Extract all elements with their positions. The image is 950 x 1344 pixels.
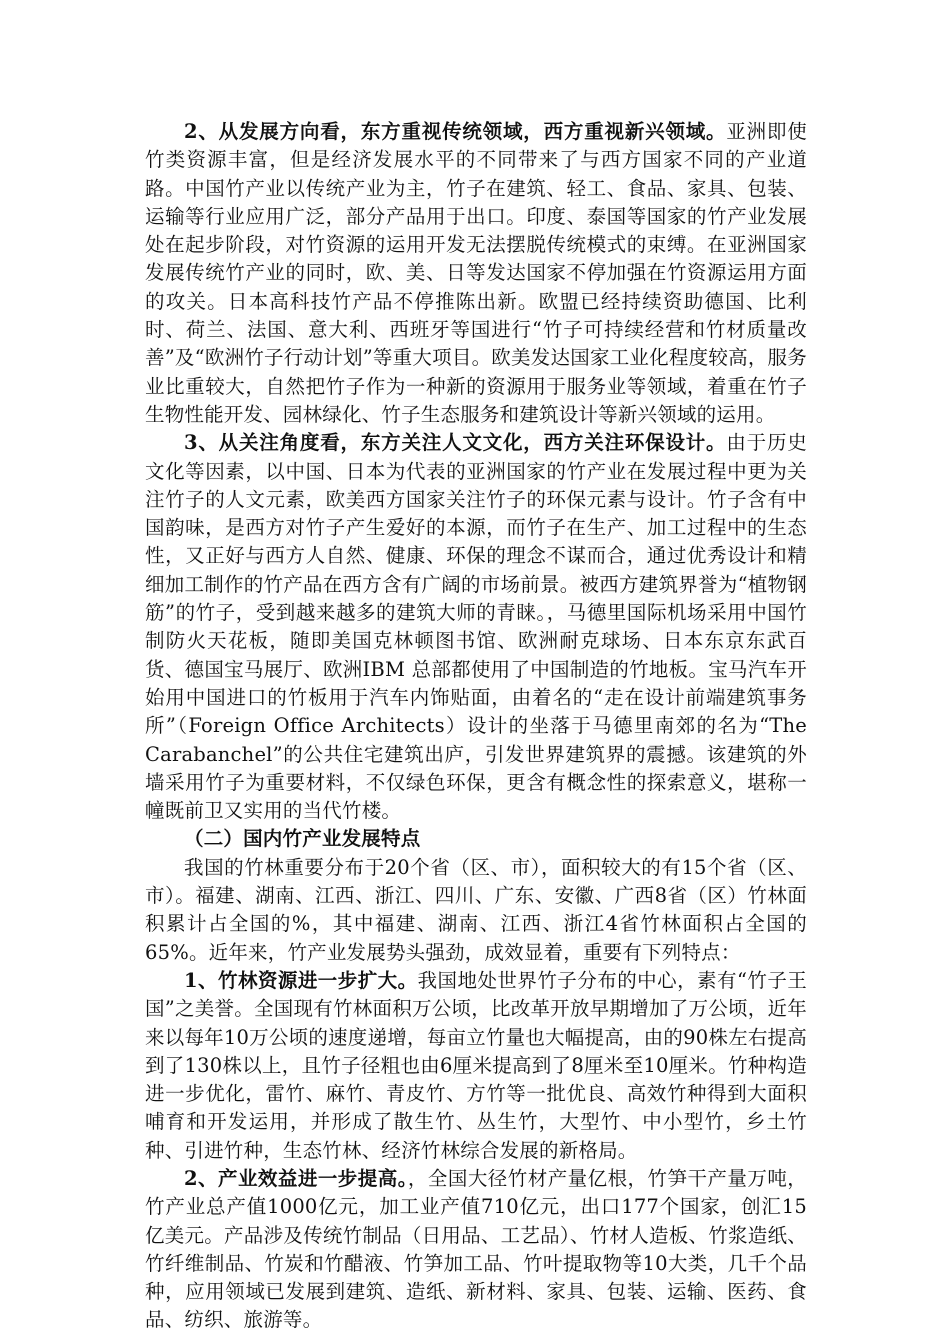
section-intro: 我国的竹林重要分布于20个省（区、市），面积较大的有15个省（区、市）。福建、湖南、江西、浙江、四川、广东、安徽、广西8省（区）竹林面积累计占全国的%，其中福建、湖南、江西、浙江4省竹林面积占全国的65%。近年来，竹产业发展势头强劲，成效显着，重要有下列特点： bbox=[145, 855, 807, 964]
point-lead: 1、竹林资源进一步扩大。 bbox=[184, 968, 418, 992]
section-heading: （二）国内竹产业发展特点 bbox=[184, 827, 421, 851]
paragraph-lead: 2、从发展方向看，东方重视传统领域，西方重视新兴领域。 bbox=[184, 120, 727, 143]
paragraph-development-direction bbox=[145, 118, 807, 429]
point-body: ，全国大径竹材产量亿根，竹笋干产量万吨，竹产业总产值1000亿元，加工业产值710亿元，出口177个国家，创汇15亿美元。产品涉及传统竹制品（日用品、工艺品）、竹材人造板、竹浆造纸、竹纤维制品、竹炭和竹醋液、竹笋加工品、竹叶提取物等10大类，几千个品种，应用领域已发展到建筑、造纸、新材料、家具、包装、运输、医药、食品、纺织、旅游等。 bbox=[145, 1166, 807, 1332]
point-bamboo-resources bbox=[145, 967, 807, 1165]
point-body: 我国地处世界竹子分布的中心，素有“竹子王国”之美誉。全国现有竹林面积万公顷，比改革开放早期增加了万公顷，近年来以每年10万公顷的速度递增，每亩立竹量也大幅提高，由的90株左右提高到了130株以上，且竹子径粗也由6厘米提高到了8厘米至10厘米。竹种构造进一步优化，雷竹、麻竹、青皮竹、方竹等一批优良、高效竹种得到大面积哺育和开发运用，并形成了散生竹、丛生竹，大型竹、中小型竹，乡土竹种、引进竹种，生态竹林、经济竹林综合发展的新格局。 bbox=[145, 968, 807, 1162]
paragraph-focus-angle bbox=[145, 429, 807, 825]
paragraph-body: 由于历史文化等因素，以中国、日本为代表的亚洲国家的竹产业在发展过程中更为关注竹子的人文元素，欧美西方国家关注竹子的环保元素与设计。竹子含有中国韵味，是西方对竹子产生爱好的本源，而竹子在生产、加工过程中的生态性，又正好与西方人自然、健康、环保的理念不谋而合，通过优秀设计和精细加工制作的竹产品在西方含有广阔的市场前景。被西方建筑界誉为“植物钢筋”的竹子，受到越来越多的建筑大师的青睐。，马德里国际机场采用中国竹制防火天花板，随即美国克林顿图书馆、欧洲耐克球场、日本东京东武百货、德国宝马展厅、欧洲IBM 总部都使用了中国制造的竹地板。宝马汽车开始用中国进口的竹板用于汽车内饰贴面，由着名的“走在设计前端建筑事务所”（Foreign Office Architects）设计的坐落于马德里南郊的名为“The Carabanchel”的公共住宅建筑出庐，引发世界建筑界的震撼。该建筑的外墙采用竹子为重要材料，不仅绿色环保，更含有概念性的探索意义，堪称一幢既前卫又实用的当代竹楼。 bbox=[145, 431, 807, 823]
paragraph-body: 亚洲即使竹类资源丰富，但是经济发展水平的不同带来了与西方国家不同的产业道路。中国竹产业以传统产业为主，竹子在建筑、轻工、食品、家具、包装、运输等行业应用广泛，部分产品用于出口。印度、泰国等国家的竹产业发展处在起步阶段，对竹资源的运用开发无法摆脱传统模式的束缚。在亚洲国家发展传统竹产业的同时，欧、美、日等发达国家不停加强在竹资源运用方面的攻关。日本高科技竹产品不停推陈出新。欧盟已经持续资助德国、比利时、荷兰、法国、意大利、西班牙等国进行“竹子可持续经营和竹材质量改善”及“欧洲竹子行动计划”等重大项目。欧美发达国家工业化程度较高，服务业比重较大，自然把竹子作为一种新的资源用于服务业等领域，着重在竹子生物性能开发、园林绿化、竹子生态服务和建筑设计等新兴领域的运用。 bbox=[145, 120, 807, 426]
point-lead: 2、产业效益进一步提高。 bbox=[184, 1166, 408, 1190]
point-industry-benefits bbox=[145, 1165, 807, 1335]
paragraph-lead: 3、从关注角度看，东方关注人文文化，西方关注环保设计。 bbox=[184, 431, 727, 455]
document-page bbox=[145, 118, 807, 1335]
